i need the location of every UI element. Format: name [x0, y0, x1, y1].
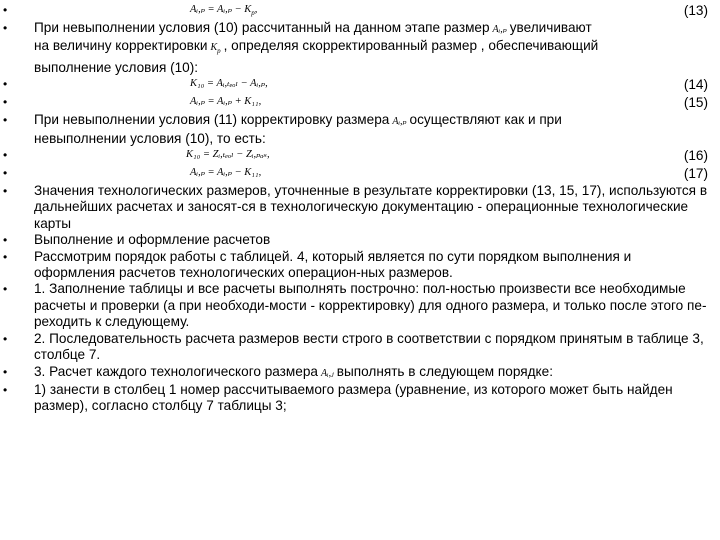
paragraph-text: обеспечивающий	[488, 38, 599, 54]
bullet-marker: •	[3, 3, 8, 17]
formula-16: K₁₀ = Zᵢ,ₜₑₒₗ − Zᵢ,ₚₐₛ,	[186, 149, 270, 161]
formula-14-number: (14)	[683, 77, 708, 93]
formula-16-item	[0, 147, 720, 165]
paragraph-text: увеличивают	[509, 20, 592, 35]
paragraph-substep-1	[0, 382, 720, 415]
paragraph-step-3	[0, 364, 720, 382]
bullet-marker: •	[3, 184, 8, 199]
formula-13-item	[0, 2, 720, 20]
bullet-list	[0, 2, 720, 415]
paragraph-values-usage	[0, 183, 720, 232]
bullet-marker: •	[3, 166, 8, 181]
bullet-marker: •	[3, 331, 8, 346]
paragraph-text: 1. Заполнение таблицы и все расчеты выполнять построчно: пол-ностью произвести все необходимые расчеты и проверки (а при необходи-мости - корректировку) для одного размера, и только после этого пе-реходить к следующему.	[34, 281, 707, 330]
paragraph-correction-10	[0, 20, 720, 76]
paragraph-step-2	[0, 331, 720, 364]
formula-15-item	[0, 94, 720, 112]
inline-formula-a-i: Aᵢ,ⱼ	[320, 367, 334, 379]
paragraph-text: 1) занести в столбец 1 номер рассчитываемого размера (уравнение, из которого может быть найден размер), согласно столбцу 7 таблицы 3;	[34, 381, 673, 414]
formula-15: Aᵢ,ₚ = Aᵢ,ₚ + K₁₁,	[190, 96, 262, 108]
bullet-marker: •	[3, 21, 8, 35]
paragraph-text: 2. Последовательность расчета размеров вести строго в соответствии с порядком принятым в таблице 3, столбце 7.	[34, 330, 704, 363]
paragraph-step-1	[0, 281, 720, 330]
bullet-marker: •	[3, 95, 8, 110]
paragraph-text: Выполнение и оформление расчетов	[34, 232, 271, 248]
bullet-marker: •	[3, 364, 8, 379]
inline-formula-a-i-p: Aᵢ,ₚ	[392, 116, 407, 128]
paragraph-text: невыполнении условия (10), то есть:	[34, 130, 266, 146]
bullet-marker: •	[3, 382, 8, 397]
paragraph-text: выполнять в следующем порядке:	[336, 363, 553, 379]
formula-17-number: (17)	[683, 166, 708, 182]
formula-15-number: (15)	[683, 95, 708, 111]
bullet-marker: •	[3, 282, 8, 297]
paragraph-text: , определяя скорректированный размер ,	[223, 38, 485, 54]
bullet-marker: •	[3, 148, 8, 163]
bullet-marker: •	[3, 233, 8, 248]
formula-17-item	[0, 165, 720, 183]
paragraph-text: осуществляют как и при	[409, 112, 562, 128]
bullet-marker: •	[3, 77, 8, 92]
paragraph-section-heading	[0, 232, 720, 248]
inline-formula-a-i-p: Aᵢ,ₚ	[492, 24, 507, 35]
paragraph-text: выполнение условия (10):	[34, 59, 199, 75]
paragraph-table-order	[0, 249, 720, 282]
formula-17: Aᵢ,ₚ = Aᵢ,ₚ − K₁₁,	[190, 167, 262, 179]
bullet-marker: •	[3, 249, 8, 264]
inline-formula-k-p: $K_р$	[210, 42, 221, 56]
paragraph-text: При невыполнении условия (10) рассчитанный на данном этапе размер	[34, 20, 490, 35]
paragraph-text: 3. Расчет каждого технологического размера	[34, 363, 318, 379]
paragraph-text: При невыполнении условия (11) корректировку размера	[34, 112, 390, 128]
paragraph-text: Рассмотрим порядок работы с таблицей. 4, который является по сути порядком выполнения и оформления расчетов технологических операцион-ных размеров.	[34, 248, 632, 281]
paragraph-correction-11	[0, 112, 720, 147]
formula-14-item	[0, 76, 720, 94]
bullet-marker: •	[3, 113, 8, 128]
paragraph-text: Значения технологических размеров, уточненные в результате корректировки (13, 15, 17), используются в дальнейших расчетах и заносят-ся в технологическую документацию - операционные технологические карты	[34, 183, 708, 231]
paragraph-text: на величину корректировки	[34, 38, 208, 54]
formula-13: Aᵢ,ₚ = Aᵢ,ₚ − $K_p$,	[190, 4, 258, 18]
formula-14: K₁₀ = Aᵢ,ₜₑₒₗ − Aᵢ,ₚ,	[190, 78, 268, 90]
formula-13-number: (13)	[683, 3, 708, 18]
formula-16-number: (16)	[683, 148, 708, 164]
